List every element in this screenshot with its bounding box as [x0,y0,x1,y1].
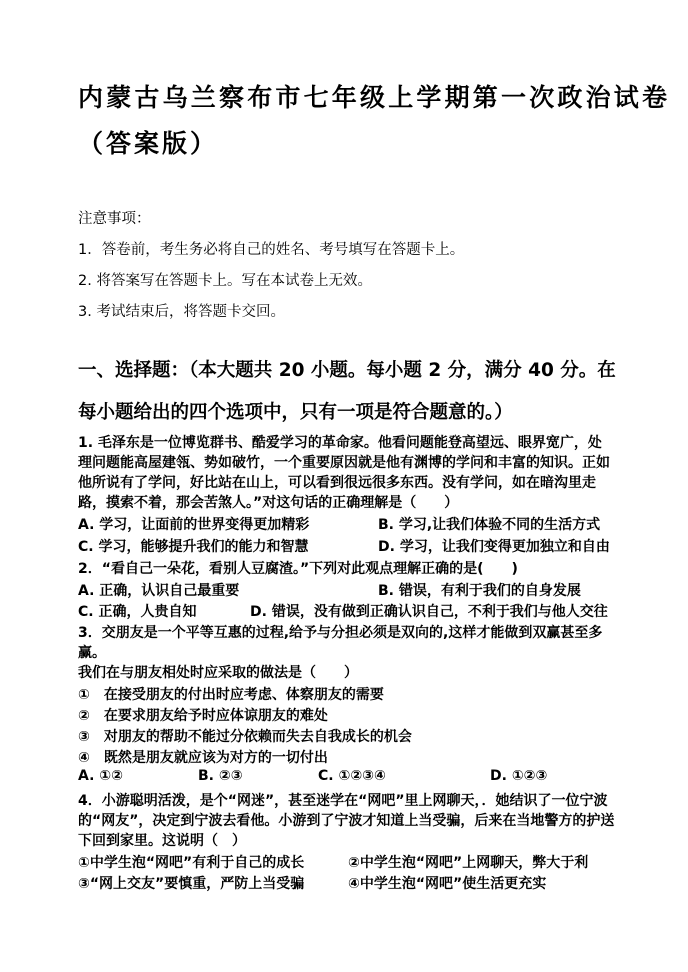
q3-option-d: D. ①②③ [490,768,548,784]
q3-statement: ② 在要求朋友给予时应体谅朋友的难处 [78,708,328,724]
q3-stem: 我们在与朋友相处时应采取的做法是（ ） [78,665,358,681]
q4-statement: ②中学生泡“网吧”上网聊天，弊大于利 [348,855,589,871]
q3-statement: ③ 对朋友的帮助不能过分依赖而失去自我成长的机会 [78,729,412,745]
q1-option-c: C. 学习，能够提升我们的能力和智慧 [78,539,309,555]
q2-stem: 2．“看自己一朵花，看别人豆腐渣。”下列对此观点理解正确的是( ) [78,561,518,577]
q1-option-b: B. 学习,让我们体验不同的生活方式 [378,517,601,533]
page-subtitle: （答案版） [78,129,219,158]
notice-heading: 注意事项： [78,211,151,227]
q2-option-b: B. 错误，有利于我们的自身发展 [378,583,581,599]
q2-option-a: A. 正确，认识自己最重要 [78,583,240,599]
q3-stem: 3．交朋友是一个平等互惠的过程,给予与分担必须是双向的,这样才能做到双赢甚至多 [78,625,603,641]
q4-stem: 下回到家里。这说明（ ） [78,833,246,849]
notice-item: 3. 考试结束后，将答题卡交回。 [78,304,285,320]
q3-option-c: C. ①②③④ [318,768,386,784]
q4-stem: 的“网友”，决定到宁波去看他。小游到了宁波才知道上当受骗，后来在当地警方的护送 [78,813,615,829]
q2-option-d: D. 错误，没有做到正确认识自己，不利于我们与他人交往 [250,604,608,620]
q4-statement: ①中学生泡“网吧”有利于自己的成长 [78,855,305,871]
q4-stem: 4．小游聪明活泼，是个“网迷”，甚至迷学在“网吧”里上网聊天，．她结识了一位宁波 [78,793,608,809]
q1-stem: 路，摸索不着，那会苦煞人。”对这句话的正确理解是（ ） [78,495,459,511]
notice-item: 2. 将答案写在答题卡上。写在本试卷上无效。 [78,273,372,289]
q1-stem: 他所说有了学问，好比站在山上，可以看到很远很多东西。没有学问，如在暗沟里走 [78,475,596,491]
q1-stem: 理问题能高屋建瓴、势如破竹，一个重要原因就是他有渊博的学问和丰富的知识。正如 [78,455,610,471]
q3-statement: ④ 既然是朋友就应该为对方的一切付出 [78,750,328,766]
q3-statement: ① 在接受朋友的付出时应考虑、体察朋友的需要 [78,687,384,703]
section-heading: 一、选择题：（本大题共 20 小题。每小题 2 分，满分 40 分。在 [78,360,616,381]
q2-option-c: C. 正确，人贵自知 [78,604,197,620]
q1-option-d: D. 学习，让我们变得更加独立和自由 [378,539,610,555]
q1-option-a: A. 学习，让面前的世界变得更加精彩 [78,517,310,533]
q3-stem: 赢。 [78,645,106,661]
notice-item: 1．答卷前，考生务必将自己的姓名、考号填写在答题卡上。 [78,242,465,258]
q4-statement: ③“网上交友”要慎重，严防上当受骗 [78,876,305,892]
page-title: 内蒙古乌兰察布市七年级上学期第一次政治试卷 [78,83,671,112]
section-heading-line2: 每小题给出的四个选项中，只有一项是符合题意的。） [78,402,513,423]
q3-option-a: A. ①② [78,768,123,784]
q4-statement: ④中学生泡“网吧”使生活更充实 [348,876,547,892]
q1-stem: 1. 毛泽东是一位博览群书、酷爱学习的革命家。他看问题能登高望远、眼界宽广，处 [78,435,602,451]
q3-option-b: B. ②③ [198,768,243,784]
